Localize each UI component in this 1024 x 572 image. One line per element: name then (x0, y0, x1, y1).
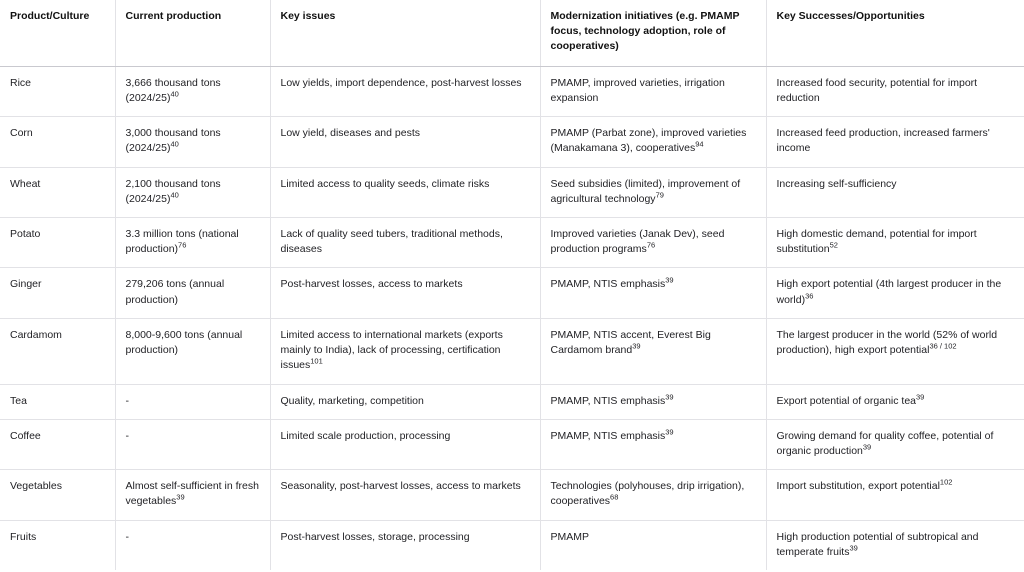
cell-product-text: Wheat (10, 177, 41, 190)
table-body (0, 66, 1024, 570)
cell-modernization-initiatives-text: Technologies (polyhouses, drip irrigation), cooperatives$^{68}$ (550, 480, 745, 508)
cell-key-issues-text: Limited scale production, processing (280, 429, 451, 442)
cell-product (0, 217, 115, 267)
cell-modernization-initiatives-text: Improved varieties (Janak Dev), seed production programs$^{76}$ (550, 227, 725, 256)
table-row (0, 217, 1024, 267)
cell-key-successes-footnote-ref: 52 (829, 240, 838, 250)
cell-modernization-initiatives (540, 520, 766, 570)
cell-product (0, 117, 115, 167)
cell-modernization-initiatives-footnote-ref: 94 (695, 139, 704, 149)
cell-current-production-text: - (125, 530, 129, 543)
cell-modernization-initiatives-footnote-ref: 39 (665, 392, 674, 401)
cell-current-production (115, 117, 270, 167)
cell-current-production (115, 318, 270, 384)
cell-current-production-text: 279,206 tons (annual production) (125, 278, 225, 306)
cell-key-successes (766, 117, 1024, 167)
cell-key-issues (270, 167, 540, 217)
cell-modernization-initiatives-footnote-ref: 68 (610, 492, 619, 502)
cell-modernization-initiatives-text: PMAMP, NTIS emphasis$^{39}$ (550, 427, 674, 442)
cell-key-issues-text: Post-harvest losses, storage, processing (280, 530, 470, 543)
cell-key-successes (766, 419, 1024, 469)
cell-modernization-initiatives-text: PMAMP, improved varieties, irrigation expansion (550, 76, 725, 104)
cell-product (0, 167, 115, 217)
cell-current-production (115, 167, 270, 217)
cell-current-production-footnote-ref: 40 (170, 89, 179, 99)
table-row (0, 520, 1024, 570)
table-row (0, 384, 1024, 419)
cell-key-issues-text: Low yields, import dependence, post-harvest losses (280, 76, 522, 89)
cell-current-production-footnote-ref: 40 (170, 190, 179, 200)
cell-product-text: Potato (10, 227, 41, 240)
cell-current-production (115, 268, 270, 318)
cell-key-successes-footnote-ref: 39 (849, 543, 858, 553)
table-row (0, 167, 1024, 217)
cell-current-production (115, 66, 270, 116)
cell-product-text: Rice (10, 76, 32, 89)
cell-product-text: Ginger (10, 278, 42, 291)
cell-key-successes-footnote-ref: 36 / 102 (929, 341, 957, 351)
cell-modernization-initiatives-footnote-ref: 39 (632, 341, 641, 351)
cell-key-successes-footnote-ref: 102 (939, 477, 953, 487)
cell-key-issues-text: Post-harvest losses, access to markets (280, 278, 463, 291)
column-header-modernization-initiatives: Modernization initiatives (e.g. PMAMP focus, technology adoption, role of cooperatives) (540, 0, 766, 66)
cell-key-issues (270, 384, 540, 419)
cell-modernization-initiatives (540, 217, 766, 267)
cell-key-successes-text: Export potential of organic tea$^{39}$ (776, 392, 925, 407)
column-header-key-successes: Key Successes/Opportunities (766, 0, 1024, 66)
cell-current-production-footnote-ref: 76 (178, 240, 187, 250)
cell-product (0, 268, 115, 318)
cell-current-production (115, 384, 270, 419)
cell-product (0, 470, 115, 520)
cell-current-production (115, 470, 270, 520)
cell-key-successes-footnote-ref: 39 (862, 442, 872, 452)
cell-current-production-footnote-ref: 40 (170, 139, 179, 149)
cell-current-production-text: 3,666 thousand tons $(2024/25)^{40}$ (125, 76, 221, 104)
cell-key-issues-text: Low yield, diseases and pests (280, 127, 420, 140)
cell-product (0, 318, 115, 384)
cell-modernization-initiatives (540, 470, 766, 520)
table-row (0, 117, 1024, 167)
cell-key-issues-text: Seasonality, post-harvest losses, access to markets (280, 480, 521, 493)
cell-key-issues (270, 520, 540, 570)
table-row (0, 470, 1024, 520)
cell-modernization-initiatives (540, 117, 766, 167)
cell-product-text: Cardamom (10, 328, 62, 341)
cell-current-production (115, 217, 270, 267)
cell-current-production-text: 2,100 thousand tons $(2024/25)^{40}$ (125, 177, 221, 205)
cell-current-production (115, 419, 270, 469)
cell-modernization-initiatives (540, 66, 766, 116)
cell-key-successes (766, 66, 1024, 116)
cell-key-successes-footnote-ref: 39 (916, 392, 925, 401)
table-header (0, 0, 1024, 66)
cell-key-issues-text: Lack of quality seed tubers, traditional methods, diseases (280, 227, 503, 256)
cell-modernization-initiatives (540, 268, 766, 318)
cell-product (0, 520, 115, 570)
cell-key-successes-text: Increased food security, potential for import reduction (776, 76, 978, 104)
cell-current-production-text: 8,000-9,600 tons (annual production) (125, 328, 243, 357)
table-row (0, 419, 1024, 469)
cell-modernization-initiatives-footnote-ref: 79 (655, 190, 664, 200)
cell-current-production-text: - (125, 394, 129, 407)
cell-modernization-initiatives-footnote-ref: 76 (646, 240, 656, 250)
cell-key-issues (270, 217, 540, 267)
cell-current-production-text: - (125, 429, 129, 442)
cell-key-issues-text: Limited access to quality seeds, climate risks (280, 177, 490, 190)
cell-key-issues (270, 419, 540, 469)
cell-product (0, 66, 115, 116)
cell-modernization-initiatives-footnote-ref: 39 (665, 275, 674, 285)
cell-product-text: Tea (10, 394, 27, 407)
column-header-key-issues: Key issues (270, 0, 540, 66)
cell-key-issues-text: Quality, marketing, competition (280, 394, 424, 407)
cell-key-successes (766, 318, 1024, 384)
cell-key-successes-text: High domestic demand, potential for import substitution$^{52}$ (776, 227, 977, 256)
cell-key-successes (766, 167, 1024, 217)
cell-key-successes-text: High production potential of subtropical and temperate fruits$^{39}$ (776, 530, 979, 558)
cell-modernization-initiatives-text: PMAMP (550, 530, 590, 543)
cell-modernization-initiatives-footnote-ref: 39 (665, 427, 674, 437)
table-row (0, 66, 1024, 116)
cell-key-issues-text: Limited access to international markets (exports mainly to India), lack of processing, certification issues$^{101}$ (280, 328, 503, 372)
cell-modernization-initiatives-text: PMAMP, NTIS emphasis$^{39}$ (550, 275, 674, 291)
cell-product (0, 419, 115, 469)
cell-key-successes (766, 520, 1024, 570)
cell-modernization-initiatives (540, 384, 766, 419)
cell-key-successes (766, 384, 1024, 419)
cell-key-successes-text: Growing demand for quality coffee, potential of organic production$^{39}$ (776, 429, 994, 457)
cell-modernization-initiatives-text: Seed subsidies (limited), improvement of agricultural technology$^{79}$ (550, 177, 741, 205)
cell-key-issues (270, 470, 540, 520)
cell-key-successes (766, 268, 1024, 318)
table-row (0, 268, 1024, 318)
cell-modernization-initiatives-text: PMAMP, NTIS emphasis$^{39}$ (550, 392, 674, 407)
cell-key-successes-text: Import substitution, export potential$^{102}$ (776, 477, 953, 493)
cell-key-successes (766, 217, 1024, 267)
cell-key-successes-text: Increasing self-sufficiency (776, 177, 897, 190)
cell-current-production-text: Almost self-sufficient in fresh vegetables$^{39}$ (125, 480, 259, 508)
cell-current-production-footnote-ref: 39 (176, 492, 185, 502)
cell-product-text: Coffee (10, 429, 41, 442)
cell-modernization-initiatives (540, 318, 766, 384)
cell-key-successes-text: High export potential (4th largest producer in the world)$^{36}$ (776, 278, 1002, 306)
cell-modernization-initiatives (540, 419, 766, 469)
cell-key-issues-footnote-ref: 101 (310, 356, 323, 366)
cell-key-successes (766, 470, 1024, 520)
cell-modernization-initiatives (540, 167, 766, 217)
cell-product-text: Vegetables (10, 480, 62, 493)
cell-modernization-initiatives-text: PMAMP (Parbat zone), improved varieties (Manakamana 3), cooperatives$^{94}$ (550, 127, 747, 155)
table-row (0, 318, 1024, 384)
cell-key-issues (270, 117, 540, 167)
cell-modernization-initiatives-text: PMAMP, NTIS accent, Everest Big Cardamom brand$^{39}$ (550, 328, 711, 357)
cell-current-production (115, 520, 270, 570)
cell-key-issues (270, 268, 540, 318)
column-header-current-production: Current production (115, 0, 270, 66)
cell-key-successes-footnote-ref: 36 (805, 291, 814, 301)
table-header-row (0, 0, 1024, 66)
cell-product-text: Fruits (10, 530, 37, 543)
cell-current-production-text: 3.3 million tons (national production)$^{76}$ (125, 227, 239, 256)
cell-key-issues (270, 318, 540, 384)
cell-product-text: Corn (10, 127, 33, 140)
cell-key-issues (270, 66, 540, 116)
cell-key-successes-text: The largest producer in the world (52% of world production), high export potential$^{36 / 102}$ (776, 328, 998, 357)
column-header-product: Product/Culture (0, 0, 115, 66)
cell-current-production-text: 3,000 thousand tons $(2024/25)^{40}$ (125, 127, 221, 155)
cell-product (0, 384, 115, 419)
cell-key-successes-text: Increased feed production, increased farmers' income (776, 127, 990, 155)
